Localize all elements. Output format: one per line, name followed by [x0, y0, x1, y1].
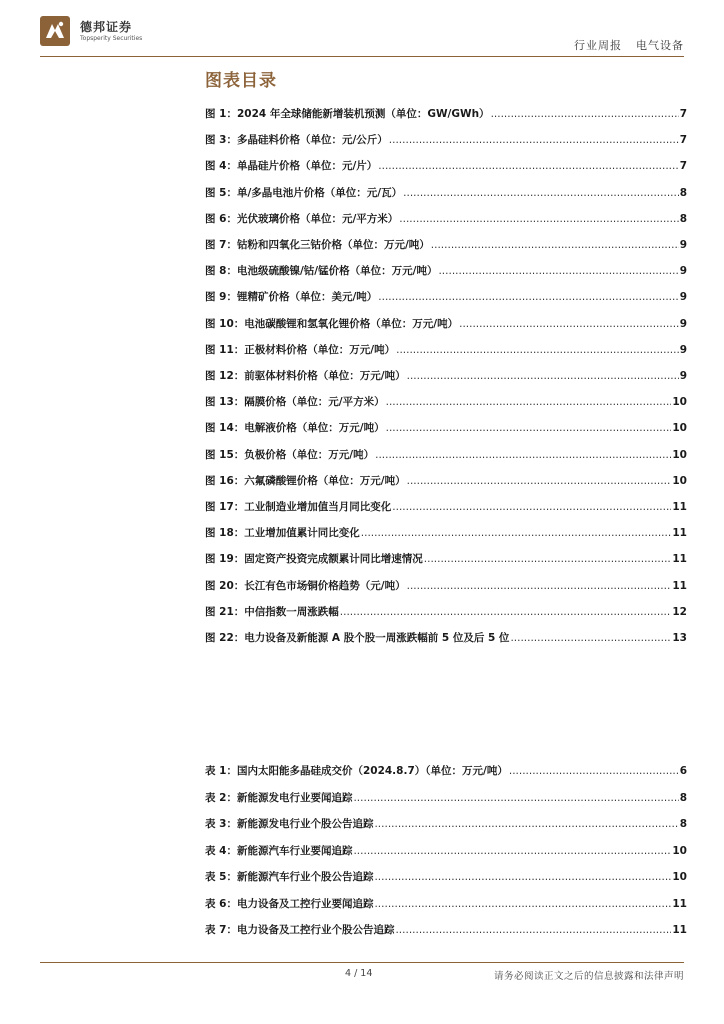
toc-entry-page: 7 [679, 160, 687, 173]
toc-title: 图表目录 [205, 71, 277, 91]
brand-name-cn: 德邦证券 [80, 20, 133, 34]
toc-leader-dots [353, 845, 671, 857]
toc-entry-label: 图 22：电力设备及新能源 A 股个股一周涨跌幅前 5 位及后 5 位 [205, 632, 510, 644]
toc-entry[interactable] [205, 896, 687, 912]
toc-entry[interactable] [205, 473, 687, 489]
toc-entry-label: 图 19：固定资产投资完成额累计同比增速情况 [205, 553, 423, 566]
toc-entry[interactable] [205, 237, 687, 253]
toc-entry-page: 9 [679, 291, 687, 304]
toc-entry-label: 表 5：新能源汽车行业个股公告追踪 [205, 871, 374, 883]
toc-entry[interactable] [205, 185, 687, 201]
toc-entry-label: 表 2：新能源发电行业要闻追踪 [205, 791, 353, 804]
toc-leader-dots [407, 370, 679, 382]
toc-entry-label: 图 12：前驱体材料价格（单位：万元/吨） [205, 370, 406, 382]
toc-entry-page: 10 [672, 396, 687, 409]
toc-leader-dots [378, 291, 678, 303]
report-type: 行业周报 [574, 39, 622, 52]
toc-entry[interactable] [205, 394, 687, 410]
toc-entry[interactable] [205, 922, 687, 938]
toc-leader-dots [424, 553, 672, 565]
toc-leader-dots [353, 792, 678, 804]
toc-entry-label: 图 10：电池碳酸锂和氢氧化锂价格（单位：万元/吨） [205, 317, 459, 330]
toc-entry-page: 10 [672, 871, 687, 883]
toc-entry-label: 图 3：多晶硅料价格（单位：元/公斤） [205, 134, 388, 147]
toc-entry-label: 图 1：2024 年全球储能新增装机预测（单位：GW/GWh） [205, 108, 490, 120]
toc-leader-dots [361, 527, 672, 539]
toc-leader-dots [399, 213, 678, 225]
toc-entry-label: 图 15：负极价格（单位：万元/吨） [205, 448, 375, 461]
toc-entry-label: 图 13：隔膜价格（单位：元/平方米） [205, 396, 385, 409]
toc-entry-label: 表 6：电力设备及工控行业要闻追踪 [205, 897, 374, 910]
toc-entry[interactable] [205, 525, 687, 541]
toc-entry-page: 10 [672, 844, 687, 857]
toc-entry-label: 图 18：工业增加值累计同比变化 [205, 527, 360, 540]
toc-entry-page: 11 [672, 501, 687, 513]
toc-entry-page: 7 [679, 134, 687, 147]
toc-leader-dots [374, 898, 671, 910]
toc-leader-dots [438, 265, 678, 277]
toc-leader-dots [407, 475, 672, 487]
page-header [0, 0, 724, 60]
toc-entry-page: 8 [679, 212, 687, 225]
toc-entry-label: 图 7：钴粉和四氧化三钴价格（单位：万元/吨） [205, 239, 430, 251]
toc-entry[interactable] [205, 132, 687, 148]
report-sector: 电气设备 [636, 39, 684, 52]
toc-entry[interactable] [205, 604, 687, 620]
toc-entry[interactable] [205, 790, 687, 806]
toc-entry-page: 9 [679, 239, 687, 251]
toc-leader-dots [389, 134, 679, 146]
toc-entry-label: 图 21：中信指数一周涨跌幅 [205, 605, 339, 618]
toc-entry-label: 图 8：电池级硫酸镍/钴/锰价格（单位：万元/吨） [205, 265, 438, 278]
toc-entry-label: 图 16：六氟磷酸锂价格（单位：万元/吨） [205, 474, 406, 487]
toc-entry[interactable] [205, 763, 687, 779]
toc-entry-page: 11 [672, 924, 687, 936]
toc-entry-page: 8 [679, 791, 687, 804]
toc-entry-page: 9 [679, 370, 687, 382]
toc-entry-page: 9 [679, 265, 687, 278]
toc-leader-dots [374, 818, 678, 830]
toc-entry[interactable] [205, 289, 687, 305]
toc-entry-page: 10 [672, 422, 687, 435]
toc-leader-dots [403, 187, 679, 199]
toc-entry-label: 表 4：新能源汽车行业要闻追踪 [205, 844, 353, 857]
toc-entry-page: 11 [672, 579, 687, 592]
toc-entry-label: 图 14：电解液价格（单位：万元/吨） [205, 422, 385, 435]
toc-leader-dots [392, 501, 671, 513]
brand-name-en: Topsperity Securities [80, 35, 143, 42]
toc-entry-label: 图 6：光伏玻璃价格（单位：元/平方米） [205, 212, 399, 225]
toc-leader-dots [407, 580, 672, 592]
toc-entry-label: 表 1：国内太阳能多晶硅成交价（2024.8.7）（单位：万元/吨） [205, 765, 508, 777]
toc-entry-page: 10 [672, 474, 687, 487]
toc-entry-label: 图 9：锂精矿价格（单位：美元/吨） [205, 291, 378, 304]
logo-icon [40, 16, 70, 46]
toc-entry-page: 11 [672, 897, 687, 910]
toc-entry[interactable] [205, 447, 687, 463]
header-meta [574, 37, 684, 53]
toc-leader-dots [491, 108, 679, 120]
header-divider [40, 56, 684, 57]
toc-leader-dots [374, 871, 671, 883]
toc-leader-dots [431, 239, 679, 251]
toc-entry[interactable] [205, 158, 687, 174]
toc-entry-label: 图 17：工业制造业增加值当月同比变化 [205, 501, 392, 513]
toc-entry-page: 7 [679, 108, 687, 120]
toc-leader-dots [375, 449, 671, 461]
toc-entry-page: 12 [672, 605, 687, 618]
toc-entry[interactable] [205, 869, 687, 885]
toc-entry[interactable] [205, 578, 687, 594]
toc-entry-page: 10 [672, 448, 687, 461]
toc-entry[interactable] [205, 630, 687, 646]
toc-entry-label: 表 7：电力设备及工控行业个股公告追踪 [205, 924, 395, 936]
toc-entry[interactable] [205, 843, 687, 859]
toc-entry[interactable] [205, 211, 687, 227]
company-logo [40, 16, 160, 46]
toc-entry-page: 9 [679, 343, 687, 356]
toc-entry[interactable] [205, 342, 687, 358]
toc-entry[interactable] [205, 420, 687, 436]
toc-leader-dots [340, 606, 672, 618]
legal-disclaimer: 请务必阅读正文之后的信息披露和法律声明 [493, 971, 684, 982]
toc-entry-label: 表 3：新能源发电行业个股公告追踪 [205, 818, 374, 830]
toc-leader-dots [378, 160, 678, 172]
toc-leader-dots [395, 924, 671, 936]
toc-entry-page: 13 [672, 632, 687, 644]
toc-entry[interactable] [205, 499, 687, 515]
toc-entry-page: 8 [679, 818, 687, 830]
toc-entry[interactable] [205, 263, 687, 279]
toc-entry-label: 图 4：单晶硅片价格（单位：元/片） [205, 160, 378, 173]
toc-entry-page: 9 [679, 317, 687, 330]
toc-entry-page: 6 [679, 765, 687, 777]
toc-leader-dots [396, 344, 679, 356]
toc-leader-dots [459, 318, 679, 330]
toc-entry[interactable] [205, 816, 687, 832]
toc-entry-label: 图 20：长江有色市场铜价格趋势（元/吨） [205, 579, 406, 592]
toc-entry[interactable] [205, 316, 687, 332]
toc-leader-dots [509, 765, 679, 777]
toc-entry[interactable] [205, 551, 687, 567]
toc-leader-dots [510, 632, 671, 644]
toc-entry-page: 11 [672, 553, 687, 566]
toc-entry-page: 11 [672, 527, 687, 540]
toc-entry[interactable] [205, 368, 687, 384]
toc-entry-label: 图 5：单/多晶电池片价格（单位：元/瓦） [205, 186, 403, 199]
toc-leader-dots [386, 422, 672, 434]
toc-entry[interactable] [205, 106, 687, 122]
page-number: 4 / 14 [345, 968, 373, 979]
toc-entry-page: 8 [679, 186, 687, 199]
toc-leader-dots [386, 396, 672, 408]
toc-entry-label: 图 11：正极材料价格（单位：万元/吨） [205, 343, 396, 356]
footer-divider [40, 962, 684, 963]
